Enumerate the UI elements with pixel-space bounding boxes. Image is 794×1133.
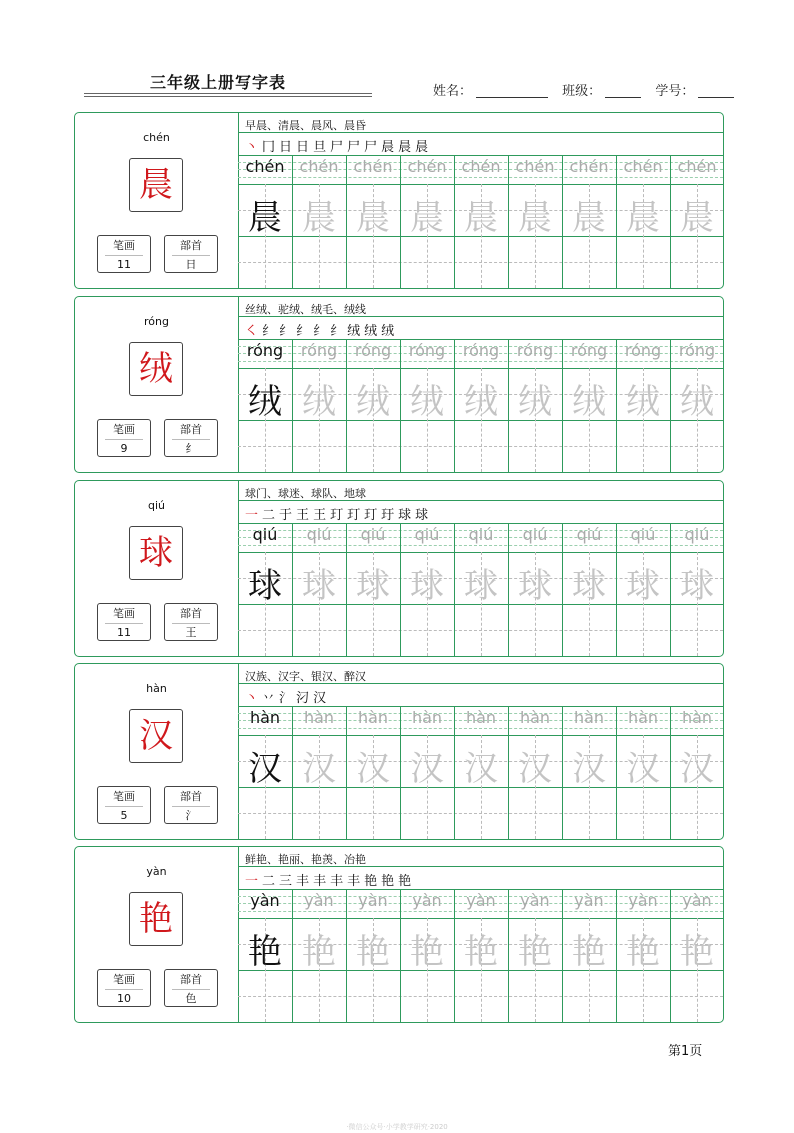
practice-cell[interactable] <box>292 604 346 656</box>
trace-character-cell[interactable]: 汉 <box>302 749 336 789</box>
trace-character-cell[interactable]: 绒 <box>464 382 498 422</box>
trace-character-cell[interactable]: 艳 <box>302 932 336 972</box>
featured-character: 汉 <box>139 716 173 756</box>
pinyin-cell: qiú <box>576 525 602 544</box>
trace-character-cell[interactable]: 艳 <box>572 932 606 972</box>
trace-character-cell[interactable]: 晨 <box>626 198 660 238</box>
stroke-step: 冂 <box>262 140 277 155</box>
practice-cell[interactable] <box>562 604 616 656</box>
pinyin-cell: róng <box>408 341 446 360</box>
character-box <box>129 158 183 212</box>
watermark: ·微信公众号·小学教学研究·2020 <box>346 1123 448 1131</box>
stroke-count-value: 11 <box>105 255 143 273</box>
practice-cell[interactable] <box>508 787 562 839</box>
pinyin-guideline <box>238 911 723 912</box>
trace-character-cell[interactable]: 球 <box>626 566 660 606</box>
practice-cell[interactable] <box>670 604 724 656</box>
stroke-count-value: 9 <box>105 439 143 457</box>
example-words: 鲜艳、艳丽、艳羡、冶艳 <box>245 853 366 866</box>
stroke-step: 丰 <box>313 874 328 889</box>
trace-character-cell[interactable]: 晨 <box>356 198 390 238</box>
radical-box <box>164 786 218 824</box>
model-character-cell: 绒 <box>248 382 282 422</box>
model-character-cell: 艳 <box>248 932 282 972</box>
trace-character-cell[interactable]: 绒 <box>356 382 390 422</box>
practice-cell[interactable] <box>400 970 454 1022</box>
trace-character-cell[interactable]: 球 <box>572 566 606 606</box>
pinyin-cell: hàn <box>573 708 605 727</box>
practice-cell[interactable] <box>292 420 346 472</box>
practice-cell[interactable] <box>346 604 400 656</box>
trace-character-cell[interactable]: 球 <box>302 566 336 606</box>
stroke-step: ㇛ <box>245 324 260 339</box>
radical-box <box>164 969 218 1007</box>
divider <box>238 866 723 867</box>
example-words: 丝绒、驼绒、绒毛、绒线 <box>245 303 366 316</box>
radical-label: 部首 <box>180 607 202 620</box>
trace-character-cell[interactable]: 汉 <box>572 749 606 789</box>
pinyin-cell: hàn <box>465 708 497 727</box>
character-card <box>74 846 724 1023</box>
character-card <box>74 112 724 289</box>
practice-cell[interactable] <box>670 787 724 839</box>
trace-character-cell[interactable]: 汉 <box>410 749 444 789</box>
pinyin-cell: róng <box>300 341 338 360</box>
character-card <box>74 480 724 657</box>
pinyin-cell: róng <box>462 341 500 360</box>
practice-cell[interactable] <box>616 236 670 288</box>
trace-character-cell[interactable]: 艳 <box>410 932 444 972</box>
pinyin-cell: yàn <box>412 891 442 910</box>
character-card <box>74 296 724 473</box>
stroke-step: 纟 <box>330 324 345 339</box>
pinyin-cell: róng <box>624 341 662 360</box>
stroke-count-value: 10 <box>105 989 143 1007</box>
pinyin-cell: hàn <box>249 708 281 727</box>
stroke-count-label: 笔画 <box>113 790 135 803</box>
practice-cell[interactable] <box>238 604 292 656</box>
trace-character-cell[interactable]: 汉 <box>356 749 390 789</box>
stroke-step: 晨 <box>381 140 396 155</box>
practice-cell[interactable] <box>454 236 508 288</box>
trace-character-cell[interactable]: 晨 <box>464 198 498 238</box>
example-words: 早晨、清晨、晨风、晨昏 <box>245 119 366 132</box>
number-field[interactable] <box>698 97 734 98</box>
stroke-step: 二 <box>262 508 277 523</box>
practice-cell[interactable] <box>616 420 670 472</box>
practice-cell[interactable] <box>400 604 454 656</box>
trace-character-cell[interactable]: 艳 <box>680 932 714 972</box>
radical-label: 部首 <box>180 973 202 986</box>
trace-character-cell[interactable]: 晨 <box>518 198 552 238</box>
stroke-step: 纟 <box>262 324 277 339</box>
pinyin-cell: hàn <box>303 708 335 727</box>
stroke-step: 玗 <box>381 508 396 523</box>
pinyin-cell: qiú <box>630 525 656 544</box>
practice-cell[interactable] <box>616 787 670 839</box>
pinyin-cell: hàn <box>411 708 443 727</box>
trace-character-cell[interactable]: 绒 <box>518 382 552 422</box>
radical-label: 部首 <box>180 423 202 436</box>
pinyin-cell: yàn <box>520 891 550 910</box>
trace-character-cell[interactable]: 汉 <box>464 749 498 789</box>
trace-character-cell[interactable]: 球 <box>410 566 444 606</box>
stroke-count-value: 11 <box>105 623 143 641</box>
practice-cell[interactable] <box>562 970 616 1022</box>
title-underline <box>84 93 372 94</box>
stroke-step: 纟 <box>296 324 311 339</box>
practice-cell[interactable] <box>292 970 346 1022</box>
stroke-step: 王 <box>313 508 328 523</box>
radical-label: 部首 <box>180 239 202 252</box>
radical-label: 部首 <box>180 790 202 803</box>
model-character-cell: 汉 <box>248 749 282 789</box>
stroke-step: 三 <box>279 874 294 889</box>
stroke-step: 丰 <box>347 874 362 889</box>
stroke-count-box <box>97 603 151 641</box>
trace-character-cell[interactable]: 艳 <box>464 932 498 972</box>
practice-cell[interactable] <box>562 787 616 839</box>
radical-value: 日 <box>172 255 210 273</box>
stroke-count-label: 笔画 <box>113 607 135 620</box>
stroke-order <box>245 320 398 338</box>
pinyin-guideline <box>238 177 723 178</box>
radical-value: 纟 <box>172 439 210 457</box>
pinyin-cell: yàn <box>574 891 604 910</box>
trace-character-cell[interactable]: 球 <box>464 566 498 606</box>
number-label: 学号： <box>655 84 695 99</box>
pinyin-cell: qiú <box>414 525 440 544</box>
pinyin-cell: róng <box>570 341 608 360</box>
stroke-order <box>245 687 330 705</box>
pinyin-cell: chén <box>353 157 393 176</box>
practice-cell[interactable] <box>400 787 454 839</box>
practice-cell[interactable] <box>346 787 400 839</box>
stroke-step: 纟 <box>313 324 328 339</box>
practice-cell[interactable] <box>670 420 724 472</box>
pinyin-cell: hàn <box>357 708 389 727</box>
stroke-count-box <box>97 235 151 273</box>
pinyin-cell: yàn <box>250 891 280 910</box>
practice-cell[interactable] <box>346 420 400 472</box>
character-info-pane <box>75 113 239 288</box>
practice-cell[interactable] <box>454 970 508 1022</box>
stroke-step: 绒 <box>347 324 362 339</box>
stroke-step: 氵 <box>279 691 294 706</box>
divider <box>238 339 723 340</box>
stroke-step: 丰 <box>330 874 345 889</box>
divider <box>238 523 723 524</box>
stroke-count-label: 笔画 <box>113 239 135 252</box>
pinyin-label: róng <box>144 315 169 328</box>
practice-cell[interactable] <box>616 604 670 656</box>
divider <box>238 155 723 156</box>
practice-cell[interactable] <box>238 420 292 472</box>
pinyin-cell: hàn <box>681 708 713 727</box>
stroke-step: 尸 <box>330 140 345 155</box>
practice-cell[interactable] <box>508 604 562 656</box>
page-title: 三年级上册写字表 <box>150 73 287 92</box>
pinyin-cell: qiú <box>252 525 278 544</box>
character-info-pane <box>75 297 239 472</box>
practice-cell[interactable] <box>562 236 616 288</box>
trace-character-cell[interactable]: 晨 <box>680 198 714 238</box>
character-info-pane <box>75 481 239 656</box>
class-label: 班级： <box>562 84 602 99</box>
page-number: 第1页 <box>668 1044 703 1059</box>
stroke-step: 尸 <box>347 140 362 155</box>
character-box <box>129 342 183 396</box>
stroke-step: 绒 <box>381 324 396 339</box>
name-field[interactable] <box>476 97 548 98</box>
stroke-step: 日 <box>279 140 294 155</box>
pinyin-cell: qiú <box>522 525 548 544</box>
divider <box>238 706 723 707</box>
pinyin-cell: yàn <box>304 891 334 910</box>
practice-cell[interactable] <box>616 970 670 1022</box>
practice-cell[interactable] <box>508 236 562 288</box>
featured-character: 艳 <box>139 899 173 939</box>
trace-character-cell[interactable]: 艳 <box>356 932 390 972</box>
pinyin-cell: qiú <box>468 525 494 544</box>
pinyin-cell: róng <box>678 341 716 360</box>
example-words: 球门、球迷、球队、地球 <box>245 487 366 500</box>
character-card <box>74 663 724 840</box>
character-box <box>129 709 183 763</box>
pinyin-cell: róng <box>354 341 392 360</box>
stroke-order <box>245 870 415 888</box>
pinyin-cell: yàn <box>682 891 712 910</box>
stroke-step: 日 <box>296 140 311 155</box>
radical-value: 王 <box>172 623 210 641</box>
stroke-order <box>245 504 432 522</box>
stroke-count-label: 笔画 <box>113 973 135 986</box>
stroke-step: 玎 <box>330 508 345 523</box>
pinyin-cell: chén <box>299 157 339 176</box>
pinyin-guideline <box>238 361 723 362</box>
radical-box <box>164 419 218 457</box>
stroke-step: 玎 <box>364 508 379 523</box>
pinyin-guideline <box>238 545 723 546</box>
practice-cell[interactable] <box>238 787 292 839</box>
pinyin-cell: chén <box>245 157 285 176</box>
character-box <box>129 526 183 580</box>
trace-character-cell[interactable]: 球 <box>680 566 714 606</box>
pinyin-label: chén <box>143 131 170 144</box>
stroke-step: 一 <box>245 508 260 523</box>
stroke-step: 艳 <box>381 874 396 889</box>
trace-character-cell[interactable]: 汉 <box>680 749 714 789</box>
stroke-count-box <box>97 419 151 457</box>
practice-cell[interactable] <box>292 787 346 839</box>
pinyin-cell: qiú <box>306 525 332 544</box>
stroke-order <box>245 136 432 154</box>
stroke-step: 丶 <box>245 691 260 706</box>
stroke-step: 王 <box>296 508 311 523</box>
divider <box>238 889 723 890</box>
practice-cell[interactable] <box>400 236 454 288</box>
stroke-step: 旦 <box>313 140 328 155</box>
practice-cell[interactable] <box>400 420 454 472</box>
trace-character-cell[interactable]: 绒 <box>410 382 444 422</box>
pinyin-cell: chén <box>461 157 501 176</box>
pinyin-cell: róng <box>516 341 554 360</box>
model-character-cell: 晨 <box>248 198 282 238</box>
stroke-step: 于 <box>279 508 294 523</box>
pinyin-cell: qiú <box>360 525 386 544</box>
featured-character: 球 <box>139 533 173 573</box>
stroke-step: 艳 <box>364 874 379 889</box>
character-box <box>129 892 183 946</box>
stroke-step: 汈 <box>296 691 311 706</box>
trace-character-cell[interactable]: 汉 <box>626 749 660 789</box>
stroke-step: 球 <box>415 508 430 523</box>
featured-character: 晨 <box>139 165 173 205</box>
pinyin-cell: yàn <box>628 891 658 910</box>
practice-cell[interactable] <box>238 970 292 1022</box>
pinyin-label: hàn <box>146 682 167 695</box>
trace-character-cell[interactable]: 晨 <box>302 198 336 238</box>
pinyin-cell: qiú <box>684 525 710 544</box>
stroke-step: 丷 <box>262 691 277 706</box>
stroke-step: 丶 <box>245 140 260 155</box>
practice-cell[interactable] <box>508 970 562 1022</box>
model-character-cell: 球 <box>248 566 282 606</box>
trace-character-cell[interactable]: 艳 <box>518 932 552 972</box>
pinyin-cell: chén <box>515 157 555 176</box>
trace-character-cell[interactable]: 汉 <box>518 749 552 789</box>
practice-cell[interactable] <box>454 604 508 656</box>
divider <box>238 683 723 684</box>
practice-cell[interactable] <box>346 970 400 1022</box>
pinyin-cell: yàn <box>466 891 496 910</box>
pinyin-cell: chén <box>623 157 663 176</box>
example-words: 汉族、汉字、银汉、醉汉 <box>245 670 366 683</box>
radical-value: 氵 <box>172 806 210 824</box>
featured-character: 绒 <box>139 349 173 389</box>
stroke-count-box <box>97 969 151 1007</box>
stroke-step: 丰 <box>296 874 311 889</box>
trace-character-cell[interactable]: 晨 <box>572 198 606 238</box>
divider <box>238 132 723 133</box>
practice-cell[interactable] <box>670 236 724 288</box>
pinyin-guideline <box>238 728 723 729</box>
character-info-pane <box>75 847 239 1022</box>
practice-cell[interactable] <box>454 420 508 472</box>
practice-cell[interactable] <box>670 970 724 1022</box>
pinyin-cell: chén <box>677 157 717 176</box>
divider <box>238 316 723 317</box>
trace-character-cell[interactable]: 球 <box>518 566 552 606</box>
title-underline-2 <box>84 96 372 97</box>
practice-cell[interactable] <box>346 236 400 288</box>
practice-cell[interactable] <box>508 420 562 472</box>
trace-character-cell[interactable]: 艳 <box>626 932 660 972</box>
stroke-step: 晨 <box>398 140 413 155</box>
radical-box <box>164 603 218 641</box>
pinyin-label: yàn <box>146 865 167 878</box>
stroke-count-box <box>97 786 151 824</box>
stroke-step: 一 <box>245 874 260 889</box>
trace-character-cell[interactable]: 绒 <box>680 382 714 422</box>
trace-character-cell[interactable]: 绒 <box>626 382 660 422</box>
pinyin-cell: hàn <box>519 708 551 727</box>
practice-cell[interactable] <box>292 236 346 288</box>
stroke-step: 晨 <box>415 140 430 155</box>
divider <box>238 500 723 501</box>
pinyin-cell: chén <box>569 157 609 176</box>
pinyin-label: qiú <box>147 499 165 512</box>
character-info-pane <box>75 664 239 839</box>
practice-cell[interactable] <box>238 236 292 288</box>
practice-cell[interactable] <box>454 787 508 839</box>
pinyin-cell: yàn <box>358 891 388 910</box>
stroke-count-label: 笔画 <box>113 423 135 436</box>
stroke-step: 玎 <box>347 508 362 523</box>
stroke-step: 绒 <box>364 324 379 339</box>
trace-character-cell[interactable]: 球 <box>356 566 390 606</box>
stroke-step: 纟 <box>279 324 294 339</box>
pinyin-cell: róng <box>246 341 284 360</box>
pinyin-cell: chén <box>407 157 447 176</box>
class-field[interactable] <box>605 97 641 98</box>
stroke-step: 汉 <box>313 691 328 706</box>
trace-character-cell[interactable]: 晨 <box>410 198 444 238</box>
name-label: 姓名： <box>433 84 473 99</box>
stroke-step: 尸 <box>364 140 379 155</box>
stroke-count-value: 5 <box>105 806 143 824</box>
stroke-step: 二 <box>262 874 277 889</box>
trace-character-cell[interactable]: 绒 <box>302 382 336 422</box>
trace-character-cell[interactable]: 绒 <box>572 382 606 422</box>
radical-box <box>164 235 218 273</box>
radical-value: 色 <box>172 989 210 1007</box>
stroke-step: 球 <box>398 508 413 523</box>
stroke-step: 艳 <box>398 874 413 889</box>
practice-cell[interactable] <box>562 420 616 472</box>
pinyin-cell: hàn <box>627 708 659 727</box>
student-info-fields <box>433 80 734 99</box>
